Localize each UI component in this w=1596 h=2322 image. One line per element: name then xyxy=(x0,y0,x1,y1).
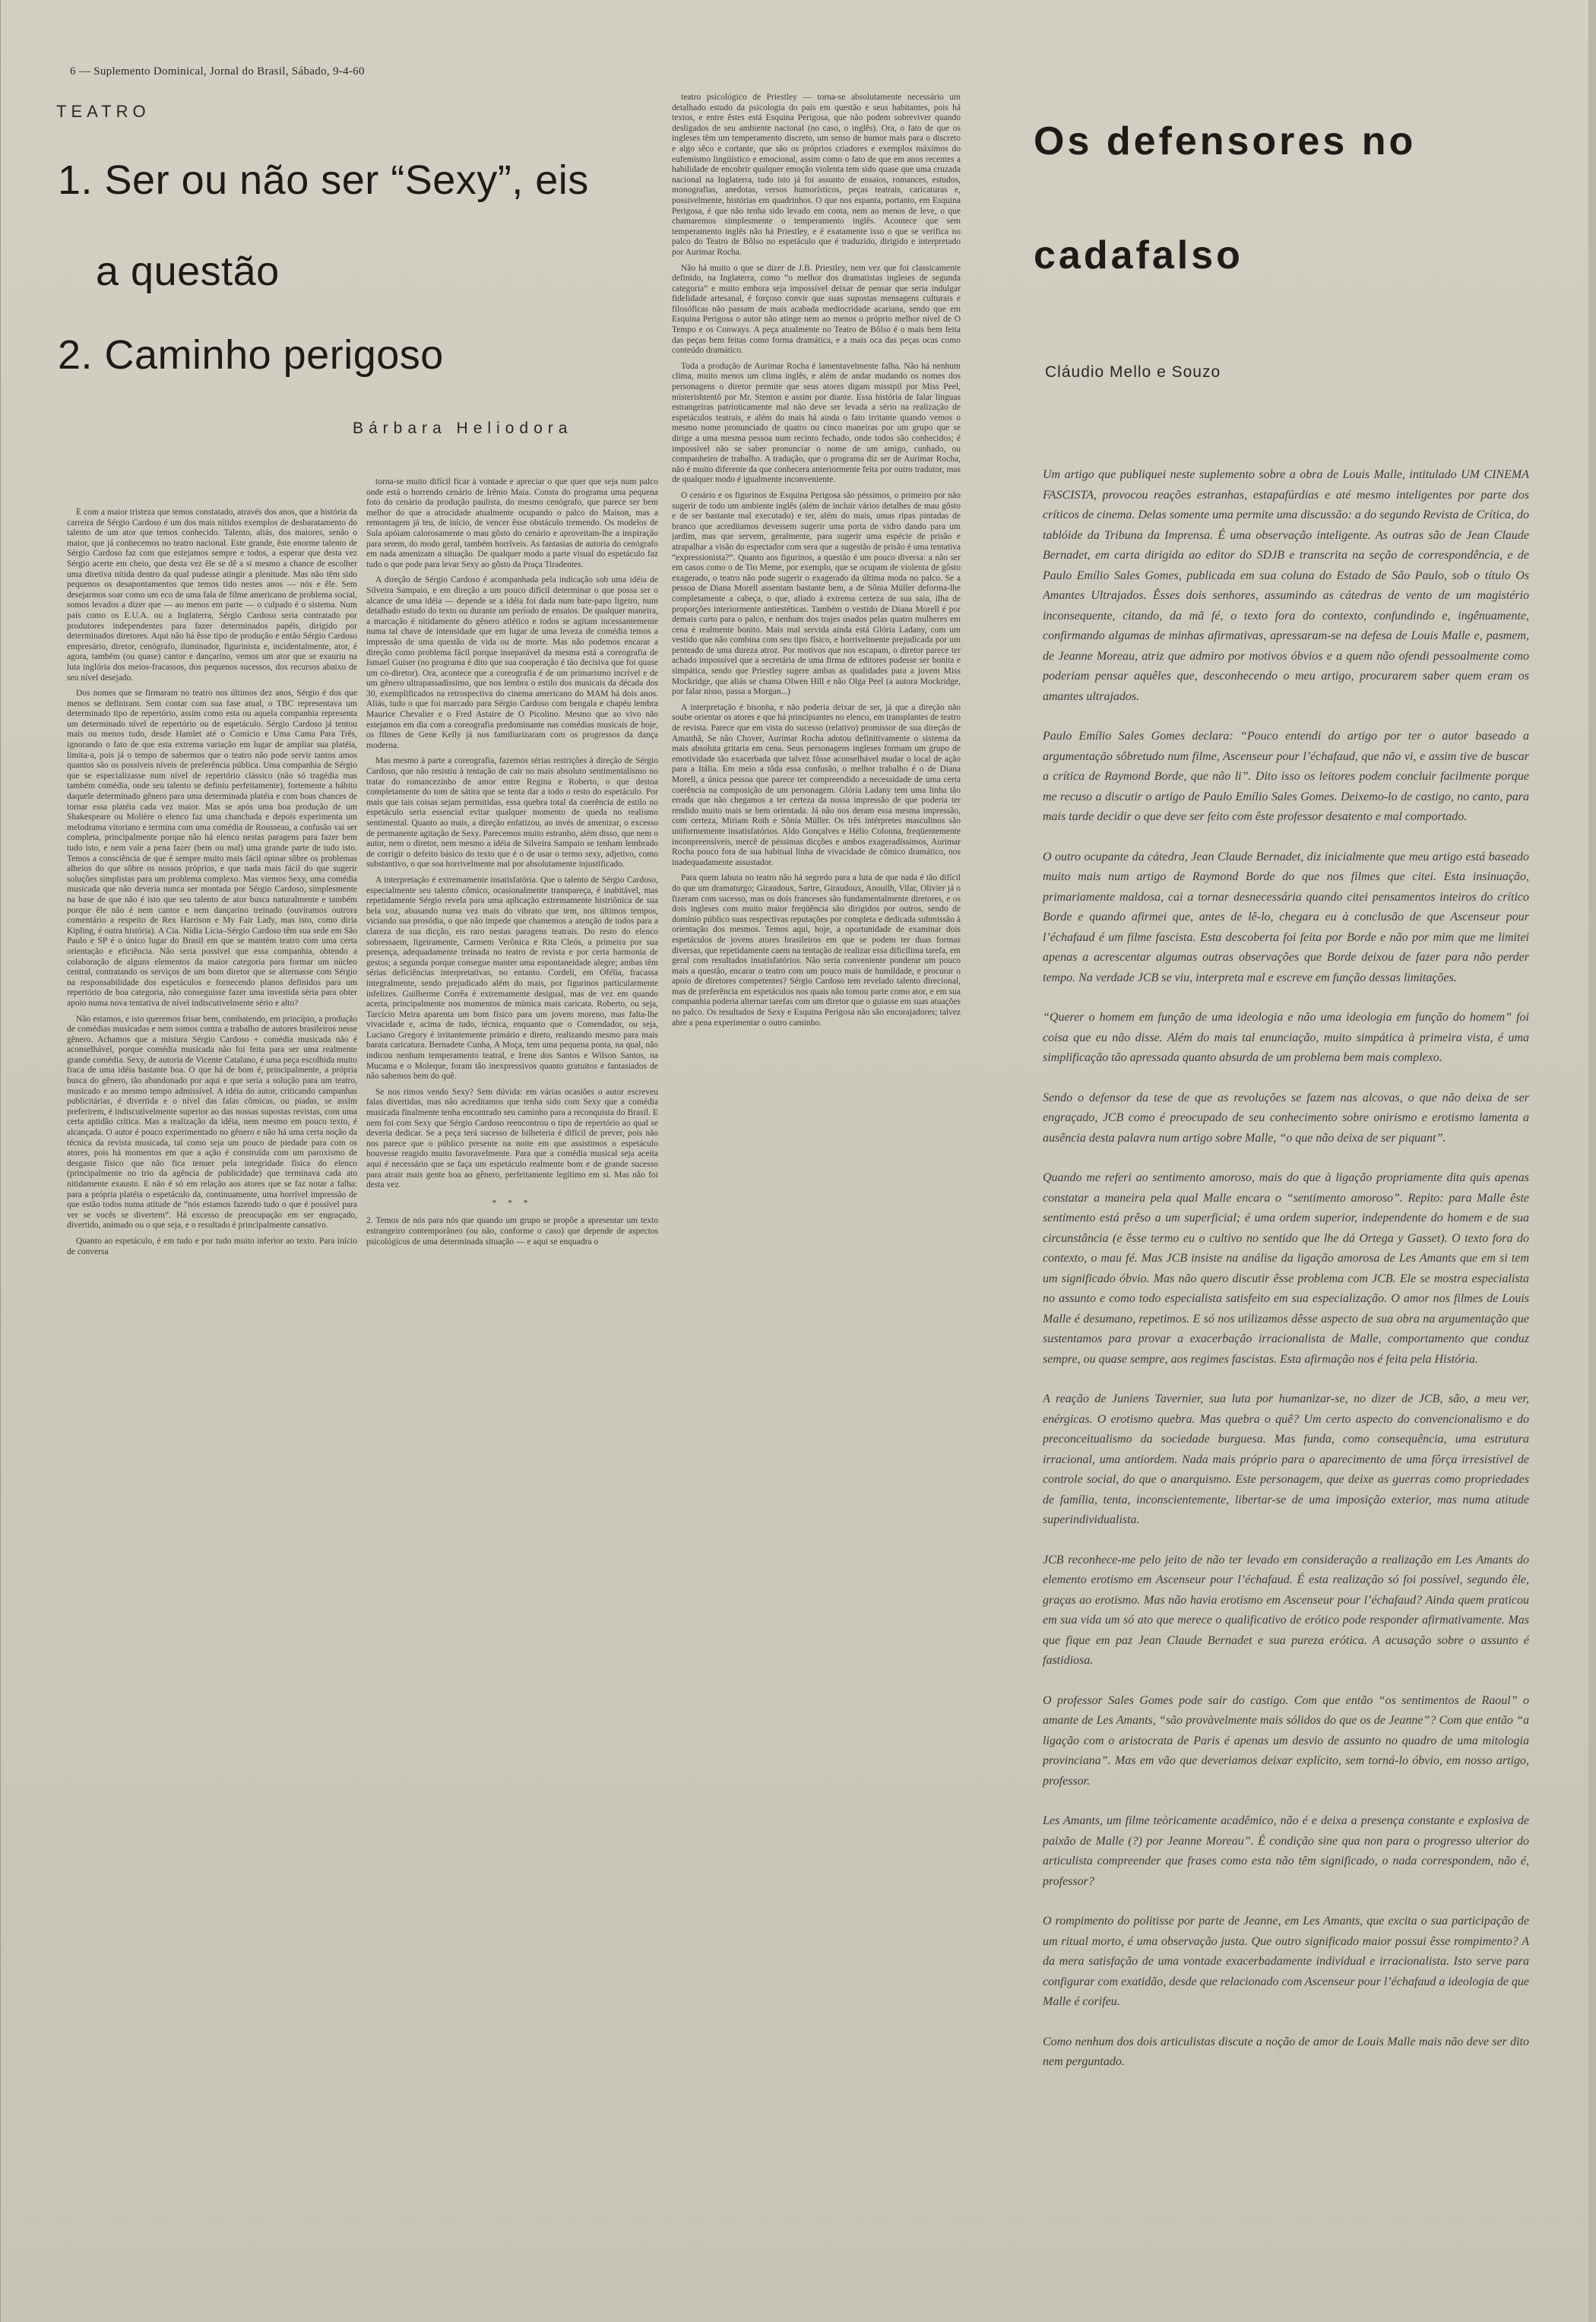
byline-right: Cláudio Mello e Souzo xyxy=(1045,363,1221,381)
byline-left: Bárbara Heliodora xyxy=(353,420,573,437)
paragraph: O rompimento do politisse por parte de Jeanne, em Les Amants, que excita o sua participação de um ritual morto, é uma observação justa. Que outro significado maior possui êsse rompimento? A da mera satisfação de uma vontade exacerbadamente individual e irracionalista. Isto serve para configurar com exatidão, desde que relacionado com Ascenseur pour l’échafaud a ideologia de que Malle é corifeu. xyxy=(1043,1915,1529,2008)
paragraph: O outro ocupante da cátedra, Jean Claude Bernadet, diz inicialmente que meu artigo está baseado muito mais num artigo de Raymond Borde do que nos filmes que citei. Esta insinuação, primariamente maldosa, cai a tornar desnecessária quando citei pensamentos inteiros do crítico Borde e quando afirmei que, antes de lê-lo, chegara eu à conclusão de que Ascenseur pour l’échafaud é um filme fascista. Esta descoberta foi feita por Borde e não por mim que me limitei apenas a acrescentar algumas outras observações que Borde deixou de fazer para não perder tempo. Na verdade JCB se viu, interpreta mal e escreve em função dessas limitações. xyxy=(1043,850,1529,984)
paragraph: Não há muito o que se dizer de J.B. Priestley, nem vez que foi classicamente definido, na Inglaterra, como “o melhor dos dramatistas ingleses de segunda categoria” e muito embora seja impossível deixar de pensar que seria indulgar fidelidade artesanal, é forçoso convir que suas supostas mensagens culturais e filosóficas não passam de mais acabada mediocridade acariana, sendo que em Esquina Perigosa o autor não atinge nem ao menos o próprio melhor nível de O Tempo e os Conways. A peça atualmente no Teatro de Bôlso é o mais bem feita das peças bem feitas como forma dramática, e a mais oca das peças ocas como conteúdo dramático. xyxy=(672,263,961,356)
paragraph: Quando me referi ao sentimento amoroso, mais do que à ligação propriamente dita quis apenas constatar a maneira pela qual Malle encara o “sentimento amoroso”. Repito: para Malle êste sentimento está prêso a um superficial; é uma ordem superior, independente do homem e de sua circunstância (e êsse termo eu o cultivo no sentido que lhe dá Ortega y Gasset). O texto fora do contexto, o mau fé. Mas JCB insiste na análise da ligação amorosa de Les Amants que em si tem um significado óbvio. Mas não quero discutir êsse problema com JCB. Ele se mostra especialista no assunto e como todo especialista satisfeito em sua especialização. O amor nos filmes de Louis Malle é desumano, repetimos. E só nos utilizamos dêsse aspecto de sua obra na argumentação que sustentamos para provar a exacerbação irracionalista de Malle, comportamento que conduz sempre, ou quase sempre, aos regimes fascistas. Esta afirmação nos é feita pela História. xyxy=(1043,1171,1529,1366)
article-title-line-1: Os defensores no xyxy=(1034,119,1417,163)
paragraph: Sendo o defensor da tese de que as revoluções se fazem nas alcovas, o que não deixa de ser engraçado, JCB como é preocupado de seu conhecimento sobre onirismo e erotismo lamenta a ausência desta palavra num artigo sobre Malle, “o que não deixa de ser piquant”. xyxy=(1043,1091,1529,1145)
paragraph: O professor Sales Gomes pode sair do castigo. Com que então “os sentimentos de Raoul” o amante de Les Amants, “são provàvelmente mais sólidos do que os de Jeanne”? Com que então “a ligação com o aristocrata de Paris é apenas um desvio de assunto no quadro de uma mitologia provinciana”. Mas em vão que deveriamos deixar explícito, sem torná-lo óbvio, em nosso artigo, professor. xyxy=(1043,1693,1529,1788)
section-label: TEATRO xyxy=(56,102,150,121)
article-column-2 xyxy=(366,477,658,2301)
article-column-1 xyxy=(67,508,357,2301)
running-head: 6 — Suplemento Dominical, Jornal do Brasil, Sábado, 9-4-60 xyxy=(70,65,365,78)
paragraph: torna-se muito difícil ficar à vontade e apreciar o que quer que seja num palco onde está o horrendo cenário de Irênio Maia. Consta do programa uma pequena foto do cenário da produção paulista, do mesmo cenógrafo, que parece ser bem melhor do que a atrocidade atualmente ocupando o palco do Maison, mas a remontagem já teu, de início, de vencer êsse obstáculo tremendo. Os modelos de Sula apóiam calorosamente o mau gôsto do cenário e aproveitam-lhe a inspiração para serem, do modo geral, também horríveis. As fantasias de autoria do cenógrafo em nada amenizam a situação. De qualquer modo a parte visual do espetáculo faz tudo o que pode para levar Sexy ao gôsto da Praça Tiradentes. xyxy=(366,477,658,569)
article-title-line-2: cadafalso xyxy=(1034,233,1243,277)
paragraph: JCB reconhece-me pelo jeito de não ter levado em consideração a realização em Les Amants do elemento erotismo em Ascenseur pour l’échafaud. É esta realização só foi possível, segundo êle, graças ao erotismo. Mas não havia erotismo em Ascenseur pour l’échafaud? Ainda quem praticou em sua vida um só ato que merece o qualificativo de erótico pode responder afirmativamente. Mas que fique em paz Jean Claude Bernadet e sua pureza erótica. A acusação sobre o assunto é fastidiosa. xyxy=(1043,1553,1529,1667)
paragraph: Les Amants, um filme teòricamente acadêmico, não é e deixa a presença constante e explosiva de paixão de Malle (?) por Jeanne Moreau”. É condição sine qua non para o progresso ulterior do articulista compreender que frases como esta não têm significado, o nada correspondem, não é, professor? xyxy=(1043,1814,1529,1888)
right-article-body xyxy=(1043,465,1529,2297)
paragraph: Dos nomes que se firmaram no teatro nos últimos dez anos, Sérgio é dos que menos se definiram. Sem contar com sua fase atual, o TBC representava um determinado tipo de repertório, assim como esta ou aquela companhia representa um determinado nível de repertório ou de espetáculo. Sérgio Cardoso já tentou mais ou menos tudo, desde Hamlet até o Comício e Uma Cama Para Três, ignorando o fato de que esta extrema variação em lugar de ampliar sua platéia, limita-a, pois já o tempo de sabermos que o teatro não pode servir tantos amos quantos são os possíveis níveis de preferência pública. Uma companhia de Sérgio que se especializasse num nível de repertório clássico (não só tragédia mas também comédia, onde seu talento se definiu perfeitamente), fortemente a hábito daquele determinado gênero para uma determinada platéia e com boas chances de tornar essa platéia cada vez maior. Mas se após uma boa produção de um Shakespeare ou Molière o elenco faz uma chanchada e depois experimenta um melodrama vitoriano e termina com uma comédia de Rousseau, a confusão vai ser completa, principalmente porque não há elenco nestas paragens para fazer bem tudo isto, e nem vale a pena fazer (bem ou mal) uma grande parte de tudo isto. Temos a consciência de que é sempre muito mais fácil opinar sôbre os problemas alheios do que sôbre os nossos próprios, e que nada mais fácil do que sugerir soluções simplistas para um problema complexo. Mas viemos Sexy, uma comédia musicada que não deveria nunca ser montada por Sérgio Cardoso, simplesmente na base de que não é isto que seu talento de ator busca naturalmente e também porque êle não é nem cantor e nem dançarino treinado (ouvíramos outrora comentário a respeito de Rex Harrison e My Fair Lady, mas isto, como diria Kipling, é outra história). A Cia. Nídia Lícia–Sérgio Cardoso têm sua sede em São Paulo e SP é o único lugar do Brasil em que se mantém teatro com uma certa orientação e eficiência. Não seria possível que essa companhia, obtendo a colaboração de alguns elementos da maior categoria para formar um núcleo central, contratando os serviços de um bom diretor que se alternasse com Sérgio na responsabilidade dos espetáculos e fornecendo planos definidos para um repertório de boa categoria, não conseguisse fazer uma investida séria para obter apoio numa nova tentativa de nível indiscutivelmente sério e alto? xyxy=(67,689,357,1008)
paragraph: Toda a produção de Aurimar Rocha é lamentavelmente falha. Não há nenhum clima, muito menos um clima inglês, e além de andar mudando os nomes dos personagens o diretor permite que seus atores digam missipil por Miss Peel, misterishtentô por Mr. Stenton e assim por diante. Essa história de falar línguas estrangeiras patrioticamente mal não deve ser levada a sério na realização de espetáculos teatrais, e além do mais há ainda o fato irritante quando vemos o mesmo nome pronunciado de quatro ou cinco maneiras por um grupo que se dirige a uma mesma pessoa num recinto fechado, onde todos são conhecidos; é impossível não se saber pronunciar o nome de um amigo, cunhado, ou companheiro de trabalho. A tradução, que o programa diz ser de Aurimar Rocha, não é muito diferente da que conhecera anteriormente feita por outro tradutor, mas de qualquer modo é igualmente inconveniente. xyxy=(672,361,961,485)
paragraph: Para quem labuta no teatro não há segredo para a luta de que nada é tão difícil do que um dramaturgo; Giraudoux, Sartre, Giraudoux, Anouilh, Vilar, Olivier já o fizeram com sucesso, mas os dois franceses são fundamentalmente diretores, e os dois ingleses com muito maior freqüência são dirigidos por outros, sendo de domínio público suas respectivas reputações por completa e dedicada submissão à orientação dos mesmos. Temos aqui, hoje, a oportunidade de examinar dois espetáculos de jovens atores brasileiros em que se podem ter duas formas diversas, que repetidamente caem na tentação de realizar essa dificílima tarefa, em geral com resultados insatisfatórios. Não seria conveniente ponderar um pouco mais a questão, encarar o teatro com um pouco mais de humildade, e procurar o apoio de diretores competentes? Sérgio Cardoso tem revelado talento direcional, mas de preferência em espetáculos nos quais não tomou parte como ator, e em sua companhia poderia alternar tarefas com um diretor que o guiasse em suas atuações no palco. Os resultados de Sexy e Esquina Perigosa não são encorajadores; talvez abre a pena experimentar o outro caminho. xyxy=(672,873,961,1028)
headline-line-1: 1. Ser ou não ser “Sexy”, eis xyxy=(58,157,589,203)
page-edge xyxy=(1588,0,1596,2322)
paragraph: A interpretação é extremamente insatisfatória. Que o talento de Sérgio Cardoso, especialmente seu talento cômico, ocasionalmente transpareça, é inabitável, mas repetidamente Sérgio revela para uma aplicação extremamente histriônica de sua bela voz, abusando numa vez mais do vibrato que tem, nos últimos tempos, viciando sua prosódia, o que não impede que chamemos a atenção de todos para a clareza de sua dicção, eis raro nestas paragens teatrais. Do resto do elenco sobressaem, ligeiramente, Carmem Verônica e Rita Cleós, a primeira por sua presença, adequadamente treinada no teatro de revista e por certa harmonia de gestos; a segunda porque consegue manter uma espontaneidade alegre; ambas têm sérias deficiências interpretativas, no entanto. Cordeli, em Ofélia, fracassa integralmente, sendo prejudicado além do mais, por figurinos particularmente infelizes. Guilherme Corrêa é extremamente desigual, mas de vez em quando acerta, principalmente nos momentos de mímica mais caricata. Roberto, ou seja, Tarcício Meira aparenta um bom físico para um jovem moreno, mas falta-lhe vivacidade e, acima de tudo, técnica, enquanto que o Comendador, ou seja, Luciano Gregory é irritantemente primário e direto, realizando mesmo para mais barata caricatura. Bernadete Cunha, A Moça, tem uma pequena ponta, na qual, não indicou nenhum temperamento teatral, e Irene dos Santos e Wilson Santos, na Mucama e o Moleque, foram tão inexpressivos quanto gratuitos e fantasiados de não sabemos bem do quê. xyxy=(366,875,658,1082)
paragraph: A interpretação é bisonha, e não poderia deixar de ser, já que a direção não soube orientar os atores e que há principiantes no elenco, em transplantes de teatro de revista. Parece que em vista do sucesso (relativo) promissor de sua direção de Amanhã, Se não Chover, Aurimar Rocha adotou definitivamente o sistema da mais absoluta gritaria em cena. Seus personagens ingleses formam um grupo de emotividade tão exacerbada que talvez fôsse aconselhável mudar o local de ação para a Itália. Em meio a tôda essa confusão, o melhor trabalho é o de Diana Morell, a única pessoa que parece ter compreendido a necessidade de uma certa coerência na composição de um personagem. Glória Ladany tem uma linha tão errada que não chegamos a ter certeza da nossa impressão de que poderia ter rendido muito mais se bem orientada. Já não nos deram essa mesma impressão, com certeza, Miriam Roth e Sônia Müller. Os três intérpretes masculinos são uniformemente insatisfatórios. Aldo Gonçalves e Hélio Colonna, freqüentemente inconpreensíveis, mercê de péssimas dicções e ambos exageradíssimos, Aurimar Rocha pouco fora de sua habitual linha de vivacidade de cômico dramático, nos inadequadamente assustador. xyxy=(672,702,961,867)
footnote: 2. Temos de nós para nós que quando um grupo se propõe a apresentar um texto estrangeiro contemporâneo (ou não, conforme o caso) que depende de aspectos psicológicos de uma determinada situação — e aqui se enquadra o xyxy=(366,1216,658,1247)
paragraph: A direção de Sérgio Cardoso é acompanhada pela indicação sob uma idéia de Silveira Sampaio, e em direção a um pouco difícil determinar o que possa ser o alcance de uma idéia — depende se a idéia foi dada num bate-papo ligeiro, num detalhado estudo do texto ou durante um período de ensaios. De qualquer maneira, a marcação é nitidamente do gênero atlético e todos se agitam incessantemente numa tal chave de intensidade que em lugar de uma leveza de comédia temos a impressão de uma questão de vida ou de morte. Mas não podemos encarar a direção como problema fácil porque inseparável da mesma está a coreografia de Ismael Guiser (no programa é dito que sua cooperação é tão decisiva que foi quase um co-diretor). Ora, acontece que a coreografia é de um primarismo incrível e de um gênero ultrapassadíssimo, que nos lembra o estilo dos musicais da década dos 30, exemplificados na retrospectiva do cinema americano do MAM há dois anos. Aliás, tudo o que foi marcado para Sérgio Cardoso com bengala e chapéu lembra Maurice Chevalier e o Fred Astaire de O Picolino. Mesmo que ao vivo não estejamos em dia com a coreografia predominante nas comédias musicais de hoje, os filmes de Gene Kelly já nos familiarizaram com os progressos da dança moderna. xyxy=(366,575,658,750)
paragraph: Um artigo que publiquei neste suplemento sobre a obra de Louis Malle, intitulado UM CINEMA FASCISTA, provocou reações estranhas, estapafúrdias e até mesmo inteligentes por parte dos críticos de cinema. Delas somente uma permite uma discussão: a do segundo Revista de Crítica, do tablóide da Tribuna da Imprensa. É uma observação inteligente. As outras são de Jean Claude Bernadet, em carta dirigida ao editor do SDJB e transcrita na seção de correspondência, e de Paulo Emílio Sales Gomes, publicada em sua coluna do Estado de São Paulo, sob o título Os Amantes Ultrajados. Êsses dois senhores, assumindo as cátedras de vento de um magistério inconsequente, citando, da mã fé, o texto fora do contexto, confundindo e, ingênuamente, confirmando algumas de minhas afirmativas, apressaram-se na defesa de Louis Malle e, pasmem, de Jeanne Moreau, atriz que admiro por motivos óbvios e a quem não ofendi pessoalmente como poderiam pensar aquêles que, desconhecendo o meu artigo, procurarem saber quem eram os amantes ultrajados. xyxy=(1043,468,1529,703)
section-divider: * * * xyxy=(492,1198,533,1208)
paragraph: teatro psicológico de Priestley — torna-se absolutamente necessário um detalhado estudo da psicologia do país em questão e seus habitantes, pois há textos, e entre êstes está Esquina Perigosa, que não podem sobreviver quando desligados de seu ambiente nacional (no caso, o inglês). Ora, o fato de que os ingleses têm um temperamento discreto, um senso de humor mais para o discreto e algo sêco e cortante, que são os próprios criadores e exemplos máximos do eufemismo lingüístico e emocional, assim como o fato de que em anos recentes a habilidade de encobrir qualquer emoção violenta tem sido quase que uma cruzada nacional na Inglaterra, tudo isto já foi assunto de ensaios, romances, estudos, monografias, anedotas, versos humorísticos, peças teatrais, caricaturas e, possivelmente, histórias em quadrinhos. O que nos espanta, portanto, em Esquina Perigosa, é que não tenha sido levado em conta, nem ao menos de leve, o que chamaremos simplesmente o temperamento inglês. Acontece que sem temperamento inglês não há Priestley, e é exatamente isso o que se verifica no palco do Teatro de Bôlso no espetáculo que é traduzido, dirigido e interpretado por Aurimar Rocha. xyxy=(672,93,961,257)
paragraph: Mas mesmo à parte a coreografia, fazemos sérias restrições à direção de Sérgio Cardoso, que não resistiu à tentação de cair no mais absoluto sentimentalismo no tratar do romancezinho de amor entre Regina e Roberto, o que destoa completamente do tom de sátira que se tenta dar a todo o resto do espetáculo. Por mais que tais coisas sejam permitidas, essa quebra total da coerência de estilo no espetáculo seria essencial evitar qualquer momento de queda no realismo sentimental. Quanto ao mais, a direção enfatizou, ao invés de amenizar, o excesso de permanente agitação de Sexy. Parecemos muito estranho, além disso, que nem o autor, nem o diretor, nem mesmo a idéia de Silveira Sampaio se tenham lembrado de corrigir o defeito básico do texto que é o de usar o termo sexy, adjetivo, como substantivo, o que soa horrivelmente mal por absolutamente injustificado. xyxy=(366,756,658,870)
paragraph: Não estamos, e isto queremos frisar bem, combatendo, em princípio, a produção de comédias musicadas e nem somos contra a trabalho de autores brasileiros nesse gênero. Achamos que a mistura Sérgio Cardoso + comédia musicada não é aconselhável, porque comédia musicada não foi feita para ser uma realmente grande comédia. Sexy, de autoria de Vicente Catalano, é uma peça escolhida muito fraca de uma idéia bastante boa. O que há de bom é, principalmente, a própria busca do gênero, tão abandonado por aqui e que seria a solução para um teatro, musicado e ao mesmo tempo admissível. A idéia do autor, criticando campanhas publicitárias, é divertida e o nível das falas cômicas, ou piadas, se assim preferirem, é indiscutìvelmente superior ao das nossas supostas revistas, com uma certa aptidão crítica. Mas a realização da idéia, nem mesmo em pouco texto, é alcançada. O autor é pouco experimentado no gênero e não há uma certa noção da técnica da revista musicada, tal como seja um pouco de piedade para com os atores, pois há momentos em que a ação é construída com um paroxismo de desgaste físico que não fica tenuer pela integridade física do elenco (principalmente no trio da agência de publicidade) que terminava cada ato nitidamente exausto. E não é só em relação aos atores que se faz notar a falha: para a própria platéia o espetáculo da, continuamente, uma horrível impressão de que estão todos numa atitude de “nós estamos fazendo tudo o que é possível para ver se vocês se divertem”. Há excesso de preocupação em ser engraçado, divertido, animado ou o que seja, e o resultado é principalmente cansativo. xyxy=(67,1014,357,1231)
article-column-3 xyxy=(672,93,961,2301)
paragraph: Como nenhum dos dois articulistas discute a noção de amor de Louis Malle mais não deve ser dito nem perguntado. xyxy=(1043,2035,1529,2068)
paragraph: “Querer o homem em função de uma ideologia e não uma ideologia em função do homem” foi coisa que eu não disse. Além do mais tal enunciação, muito simpática à primeira vista, é uma simplificação tão apressada quanto absurda de um problema bem mais complexo. xyxy=(1043,1011,1529,1064)
headline-line-2: a questão xyxy=(96,249,280,294)
paragraph: A reação de Juniens Tavernier, sua luta por humanizar-se, no dizer de JCB, são, a meu ver, enérgicas. O erotismo quebra. Mas quebra o quê? Um certo aspecto do convencionalismo e do preconceitualismo da sociedade burguesa. Mas funda, como consequência, uma estrutura irracional, uma antiordem. Nada mais próprio para o aparecimento de uma fôrça irresistível de controle social, do que o anarquismo. Este personagem, que deixe as guerras como propriedades de família, tenta, inconscientemente, libertar-se de uma imposição exterior, mas numa atitude superindividualista. xyxy=(1043,1392,1529,1526)
paragraph: O cenário e os figurinos de Esquina Perigosa são péssimos, o primeiro por não sugerir de todo um ambiente inglês (além de incluir vários detalhes de mau gôsto e de ser bastante mal executado) e ter, além do mais, umas ripas pintadas de branco que acreditamos devessem sugerir uma porta de vidro dando para um jardim, mas que servem, geralmente, para sugerir uma espécie de prisão e atrapalhar a visão do espectador com sera que a sugestão de prisão é uma tentativa “expressionista?”. Quanto aos figurinos, a questão é um pouco diversa: a não ser em casos como o de Tio Meme, por exemplo, que se ocupam de violenta de gôsto exagerado, o teatro não pode sugerir o exagerado da última moda no palco. Se a pessoa de Diana Morell assentam bastante bem, a de Sônia Müller deforma-lhe completamente a cabeça, o que, aliado à extrema certeza de sua saia, ilha de proporções interiormente antiestéticas. Também o vestido de Diana Morell é por demais curto para o palco, e nenhum dos trajes usados pelas quatro mulheres em cena é realmente bonito. Mais mal servida ainda está Glória Ladany, com um vestido que não combina com seu tipo físico, e horrivelmente prejudicada por um penteado de uma dureza atroz. Por motivos que nos escapam, o diretor parece ter achado impossível que a secretária de uma firma de editores pudesse ser bonita e simpática, sendo que Priestley sugere ambas as qualidades para a jovem Miss Mockridge, que aliás se chama Olwen Hill e não Olga Peel (a autora Mockridge, por falar nisso, passa a Morgan...) xyxy=(672,490,961,697)
page-fold xyxy=(0,0,1,2322)
paragraph: Quanto ao espetáculo, é em tudo e por tudo muito inferior ao texto. Para início de conversa xyxy=(67,1236,357,1256)
paragraph: É com a maior tristeza que temos constatado, através dos anos, que a história da carreira de Sérgio Cardoso é um dos mais nítidos exemplos de desbaratamento do talento de um ator que temos conhecido. Talento, aliás, dos maiores, senão o maior, que já conhecemos no teatro nacional. Este grande, êste enorme talento de Sérgio Cardoso faz com que estejamos sempre e todos, a esperar que desta vez Sérgio acerte em cheio, que desta vez êle se dê a si mesmo a chance de escolher uma diretiva nítida dentro da qual pudesse atingir a plenitude. Mas não têm sido pequenos os desapontamentos que temos tido nestes anos — nós e êle. Sem desejarmos soar como um eco de uma fala de filme americano de problema social, somos levados a dizer que — ao menos em parte — o culpado é o sistema. Num país como os E.U.A. ou a Inglaterra, Sérgio Cardoso seria contratado por produtores independentes para fazer determinados papéis, dirigido por determinados diretores. Aqui não há êsse tipo de produção e então Sérgio Cardoso empresário, diretor, cenógrafo, iluminador, figurinista e, incidentalmente, ator, é agora, também (ou quase) cantor e dançarino, vemos um ator que se exauriu na luta inglória dos meios-fracassos, dos pequenos sucessos, dos recursos abaixo de seu nível desejado. xyxy=(67,508,357,683)
paragraph: Se nos rimos vendo Sexy? Sem dúvida: em várias ocasiões o autor escreveu falas divertidas, mas não acreditamos que tenha sido com Sexy que a comédia musicada finalmente tenha encontrado seu caminho para a reconquista do Brasil. E nem foi com Sexy que Sérgio Cardoso reencontrou o tipo de repertório ao qual se deveria dedicar. Se a peça terá sucesso de bilheteria é difícil de prever, pois não nos parece que o público presente na noite em que assistimos o espetáculo houvesse reagido muito favoravelmente. Para que a comédia musical seja aceita aqui é necessário que se faça um espetáculo realmente bom e de grande sucesso para atrair mais gente boa ao gênero, perfeitamente legítimo em si. Mas não foi desta vez. xyxy=(366,1087,658,1190)
headline-line-3: 2. Caminho perigoso xyxy=(58,332,444,378)
paragraph: Paulo Emílio Sales Gomes declara: “Pouco entendi do artigo por ter o autor baseado a argumentação sôbretudo num filme, Ascenseur pour l’échafaud, que não vi, e assim tive de buscar a crítica de Raymond Borde, que não li”. Dito isso os leitores podem concluir facilmente porque me recuso a discutir o artigo de Paulo Emílio Sales Gomes. Deixemo-lo de castigo, no canto, para mais tarde decidir o que deve ser feito com êste professor desatento e mal comportado. xyxy=(1043,730,1529,823)
